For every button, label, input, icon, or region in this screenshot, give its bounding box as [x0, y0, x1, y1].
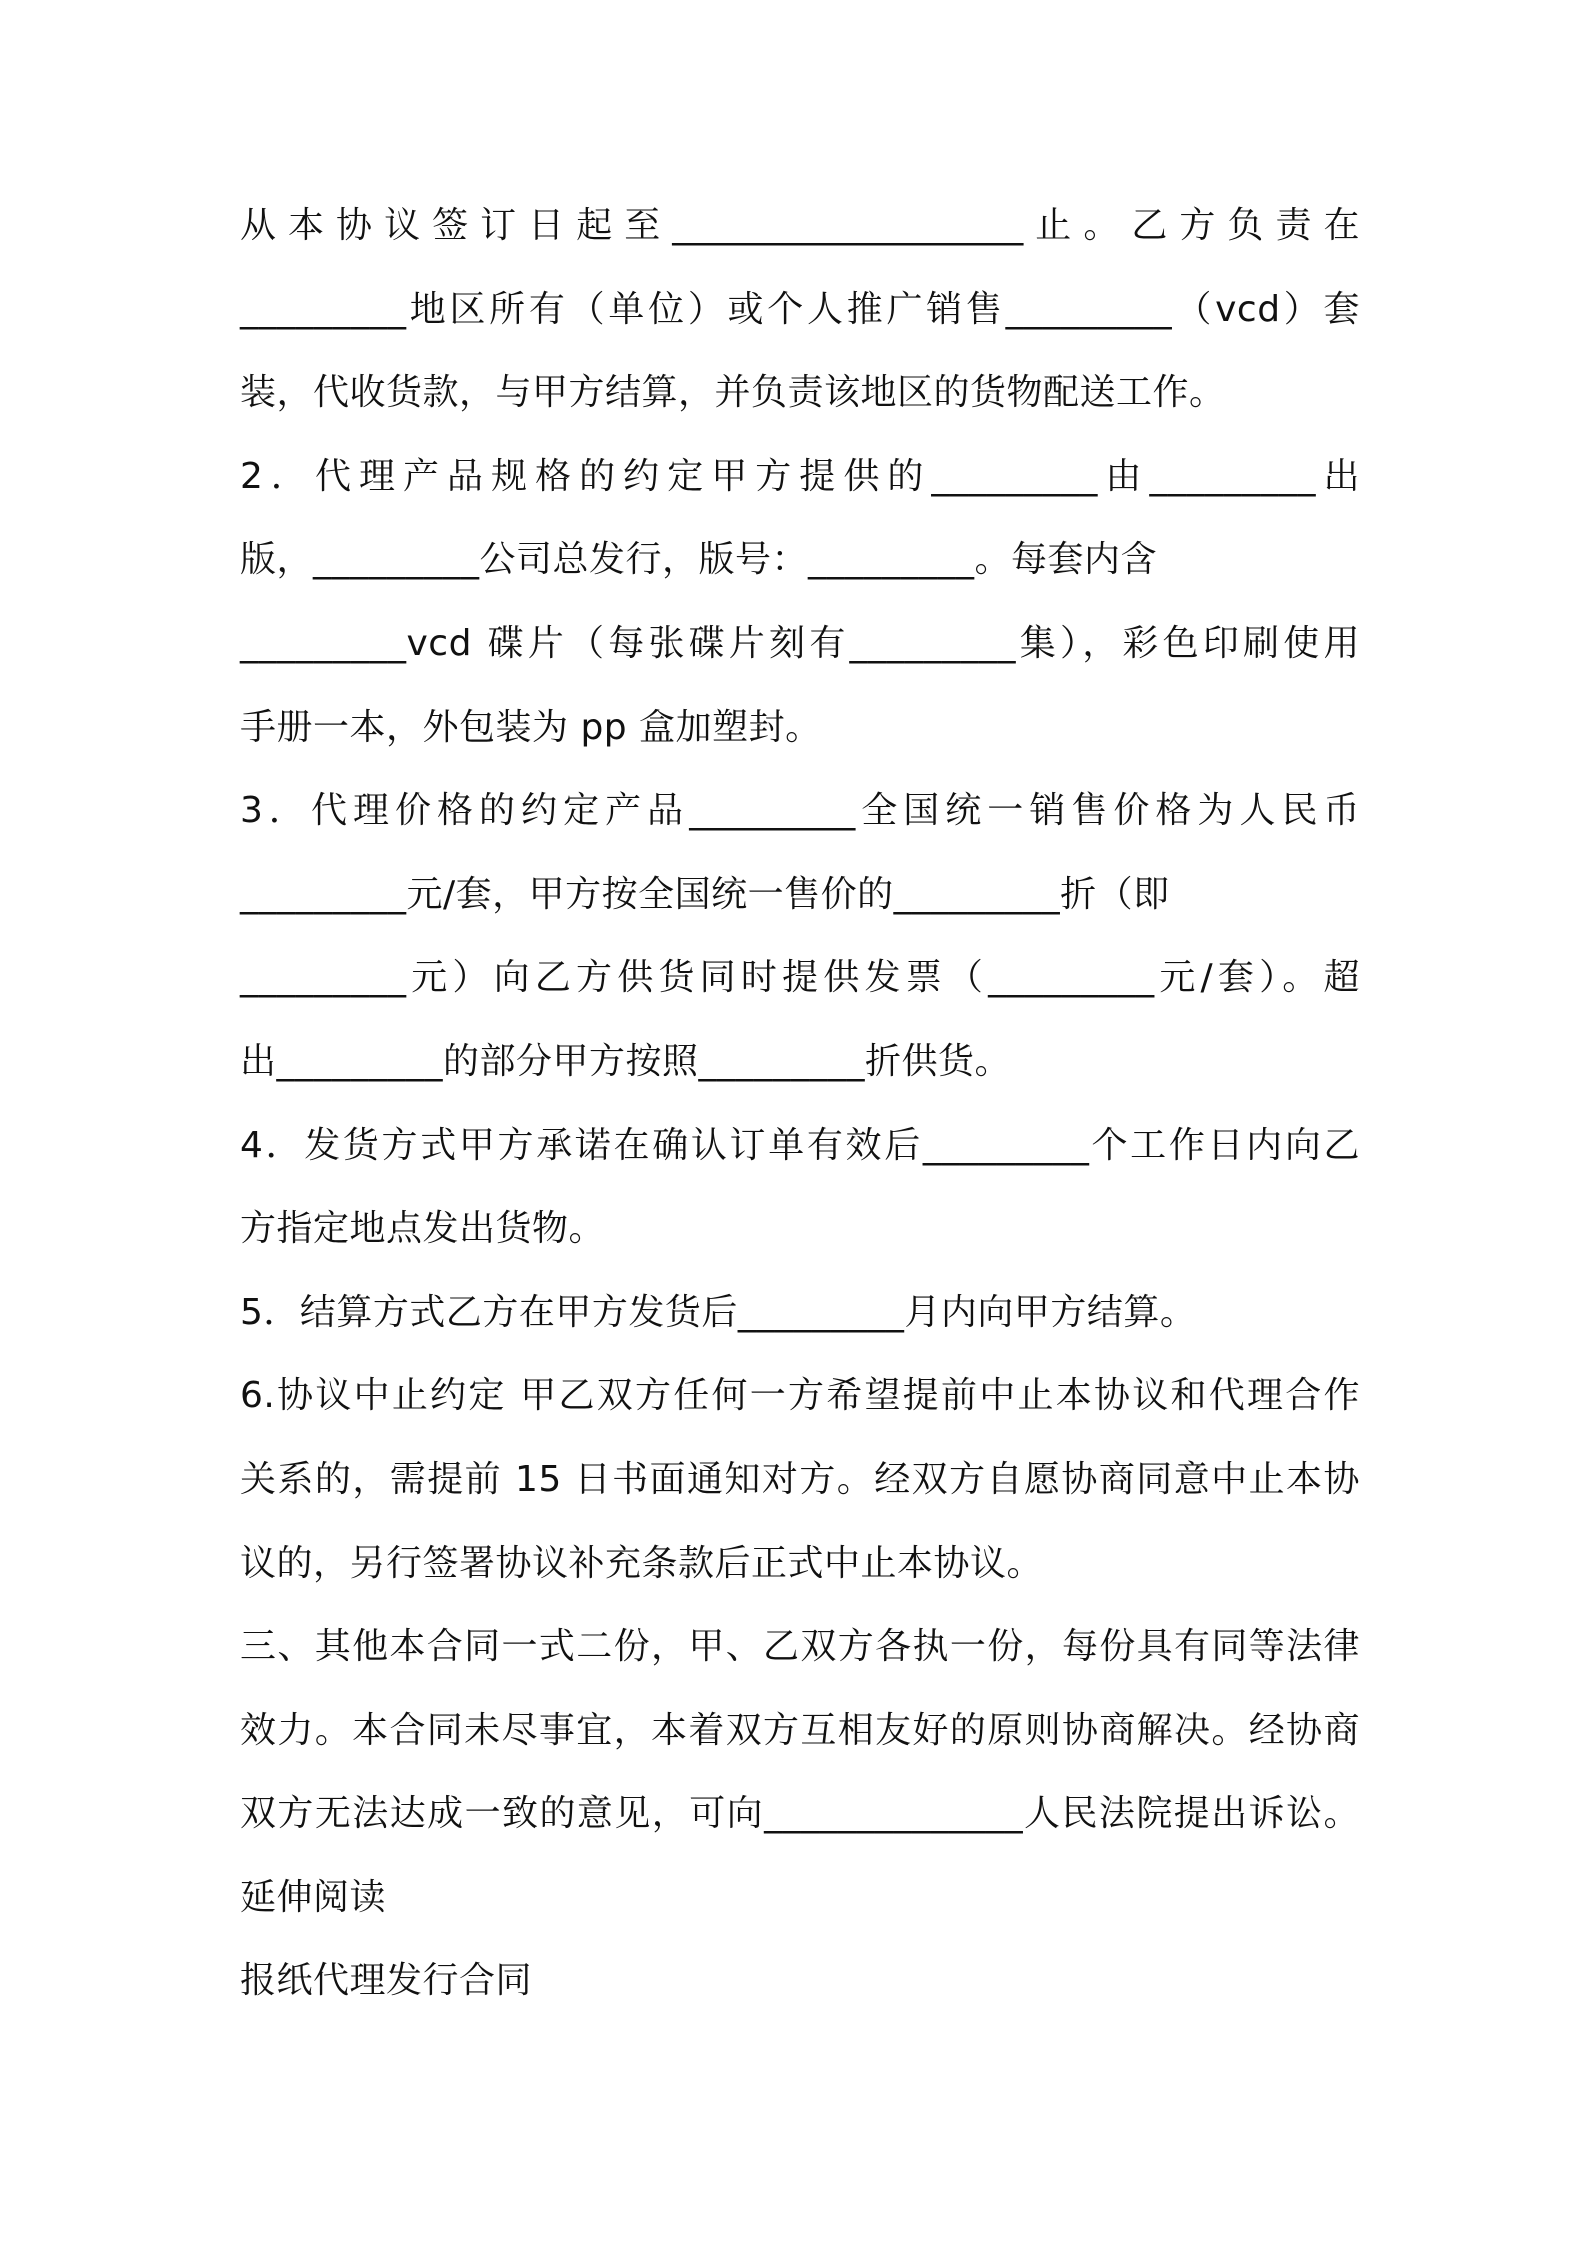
text-line: 议的，另行签署协议补充条款后正式中止本协议。 [240, 1542, 1044, 1584]
text-line: _________元/套，甲方按全国统一售价的_________折（即 [240, 873, 1170, 915]
text-line: 方指定地点发出货物。 [240, 1208, 606, 1250]
text-line: 双方无法达成一致的意见，可向______________人民法院提出诉讼。 [240, 1793, 1360, 1835]
text-line: _________vcd 碟片（每张碟片刻有_________集），彩色印刷使用 [240, 622, 1360, 664]
text-line: 手册一本，外包装为 pp 盒加塑封。 [240, 706, 822, 748]
text-line: _________地区所有（单位）或个人推广销售_________（vcd）套 [240, 288, 1360, 330]
related-link-text: 报纸代理发行合同 [240, 1960, 533, 2002]
text-line: 效力。本合同未尽事宜，本着双方互相友好的原则协商解决。经协商 [240, 1709, 1360, 1751]
text-line: 装，代收货款，与甲方结算，并负责该地区的货物配送工作。 [240, 372, 1226, 414]
section-heading: 延伸阅读 [240, 1876, 387, 1918]
document-body [240, 196, 1360, 2035]
text-line: 4．发货方式甲方承诺在确认订单有效后_________个工作日内向乙 [240, 1124, 1360, 1166]
text-line: 关系的，需提前 15 日书面通知对方。经双方自愿协商同意中止本协 [240, 1458, 1360, 1500]
text-line: 版，_________公司总发行，版号：_________。每套内含 [240, 539, 1158, 581]
text-line: 6.协议中止约定 甲乙双方任何一方希望提前中止本协议和代理合作 [240, 1375, 1360, 1417]
text-line: 出_________的部分甲方按照_________折供货。 [240, 1040, 1012, 1082]
text-line: 5．结算方式乙方在甲方发货后_________月内向甲方结算。 [240, 1291, 1197, 1333]
text-line: _________元）向乙方供货同时提供发票（_________元/套）。超 [240, 957, 1360, 999]
text-line: 3．代理价格的约定产品_________全国统一销售价格为人民币 [240, 790, 1360, 832]
text-line: 2．代理产品规格的约定甲方提供的_________由_________出 [240, 455, 1360, 497]
text-line: 从本协议签订日起至___________________止。乙方负责在 [240, 205, 1360, 246]
text-line: 三、其他本合同一式二份，甲、乙双方各执一份，每份具有同等法律 [240, 1626, 1360, 1668]
